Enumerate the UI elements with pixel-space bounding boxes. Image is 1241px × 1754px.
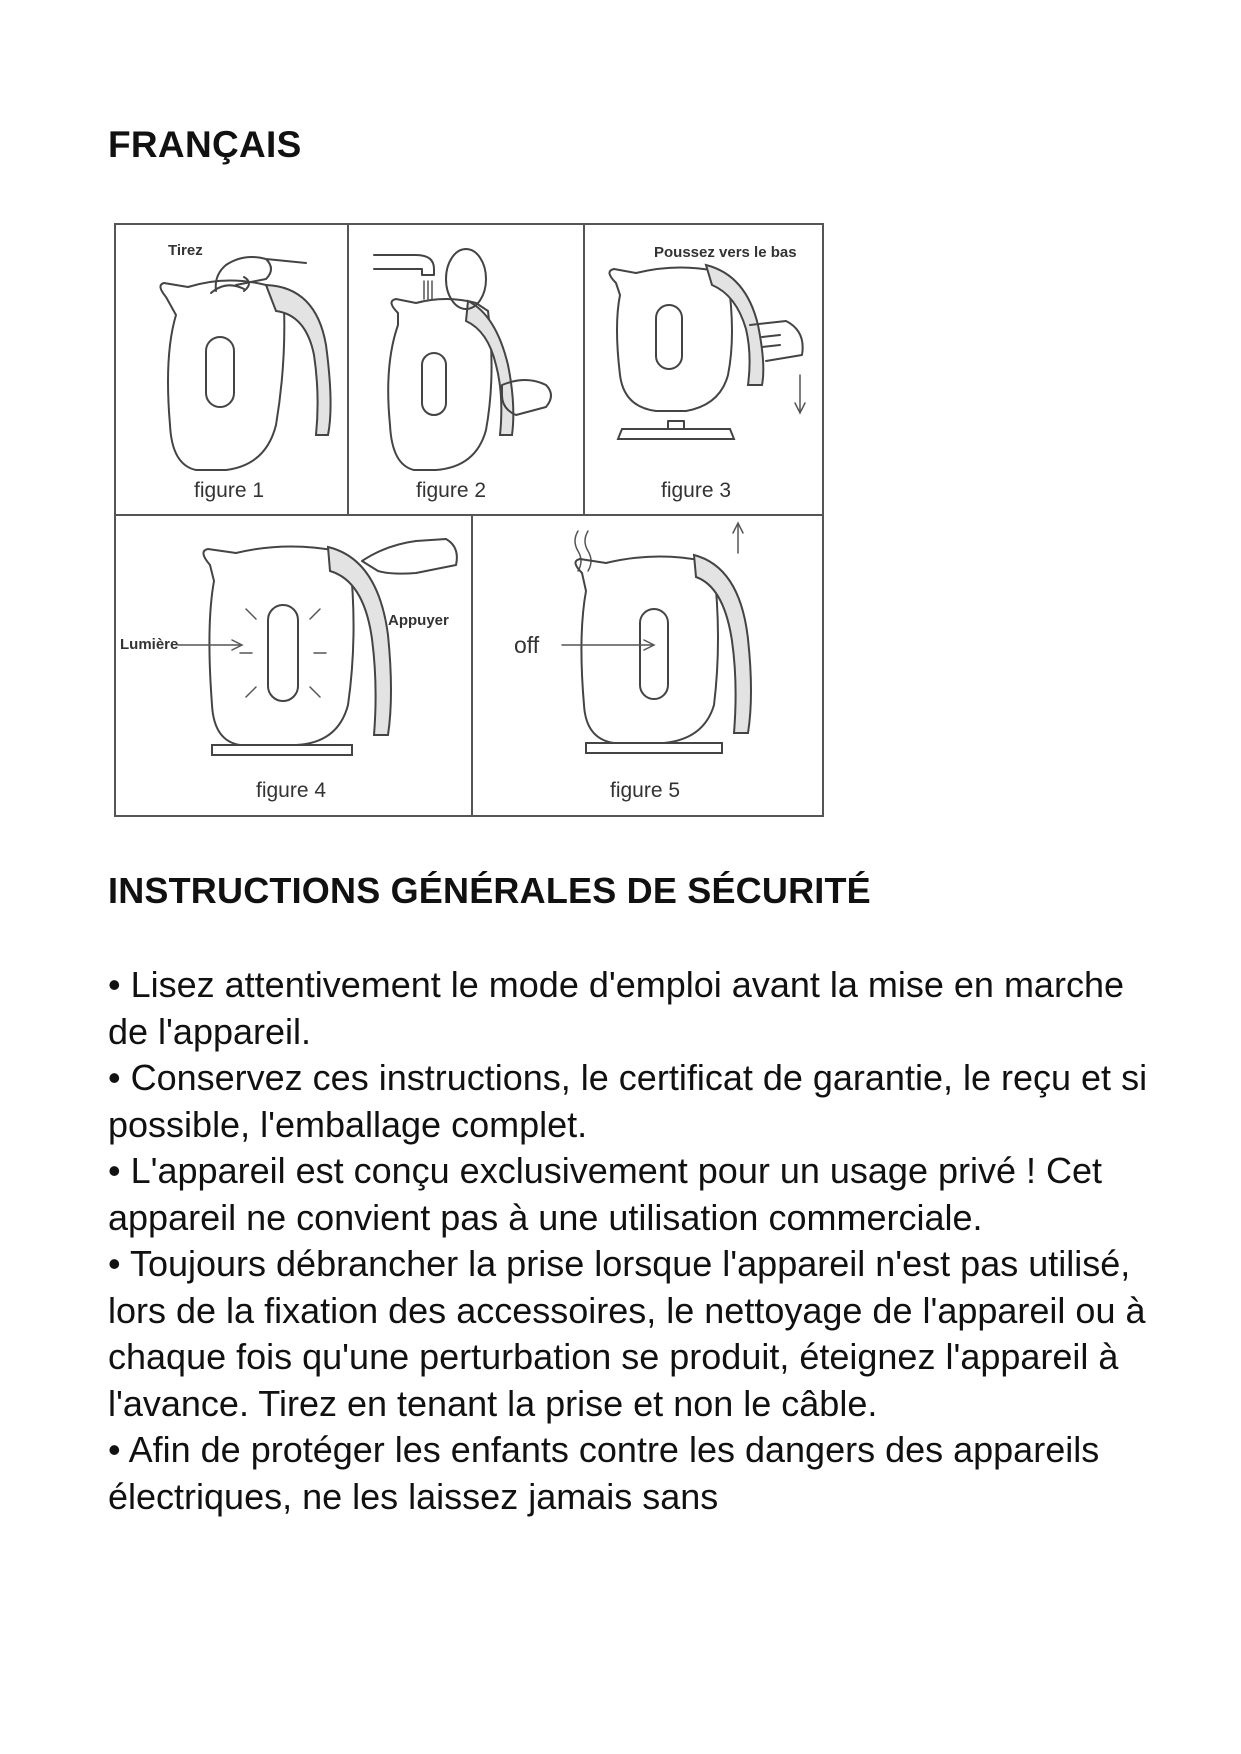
figure-3-label: figure 3 (661, 479, 732, 502)
list-item: • Toujours débrancher la prise lorsque l'appareil n'est pas utilisé, lors de la fixation des accessoires, le nettoyage de l'appareil ou à chaque fois qu'une perturbation se produit, éteignez l'appareil à l'avance. Tirez en tenant la prise et non le câble. (108, 1243, 1146, 1424)
list-item: • Afin de protéger les enfants contre les dangers des appareils électriques, ne les laissez jamais sans (108, 1429, 1100, 1517)
list-item: • L'appareil est conçu exclusivement pour un usage privé ! Cet appareil ne convient pas à une utilisation commerciale. (108, 1150, 1103, 1238)
figure-5-note: off (514, 632, 540, 658)
safety-heading: INSTRUCTIONS GÉNÉRALES DE SÉCURITÉ (108, 870, 871, 911)
kettle-drawing (575, 555, 751, 753)
list-item: • Lisez attentivement le mode d'emploi avant la mise en marche de l'appareil. (108, 964, 1124, 1052)
kettle-drawing (609, 265, 763, 439)
figure-5-cell (514, 523, 751, 802)
figure-2-cell (374, 249, 551, 502)
figure-5-label: figure 5 (610, 779, 681, 802)
faucet-drawing (374, 255, 434, 301)
figure-4-note: Appuyer (388, 612, 449, 629)
figure-2-label: figure 2 (416, 479, 487, 502)
figure-3-note: Poussez vers le bas (654, 244, 797, 261)
lid-and-hand-drawing (446, 249, 551, 415)
figure-4-label: figure 4 (256, 779, 327, 802)
figure-1-cell (160, 242, 330, 502)
kettle-instruction-figures (114, 223, 824, 817)
kettle-drawing (160, 280, 330, 470)
light-rays-icon (240, 609, 326, 697)
steam-icon (575, 531, 591, 571)
arrow-up-icon (733, 523, 743, 553)
figure-1-note: Tirez (168, 242, 203, 259)
kettle-drawing (388, 299, 513, 470)
hand-drawing (362, 539, 457, 574)
safety-instructions-list (108, 962, 1168, 1520)
figure-1-label: figure 1 (194, 479, 265, 502)
language-title: FRANÇAIS (108, 124, 302, 165)
figure-4-note-light: Lumière (120, 636, 179, 653)
arrow-down-icon (795, 375, 805, 413)
list-item: • Conservez ces instructions, le certificat de garantie, le reçu et si possible, l'emballage complet. (108, 1057, 1148, 1145)
figure-3-cell (609, 244, 805, 502)
figure-4-cell (120, 539, 457, 802)
kettle-drawing (203, 546, 391, 755)
